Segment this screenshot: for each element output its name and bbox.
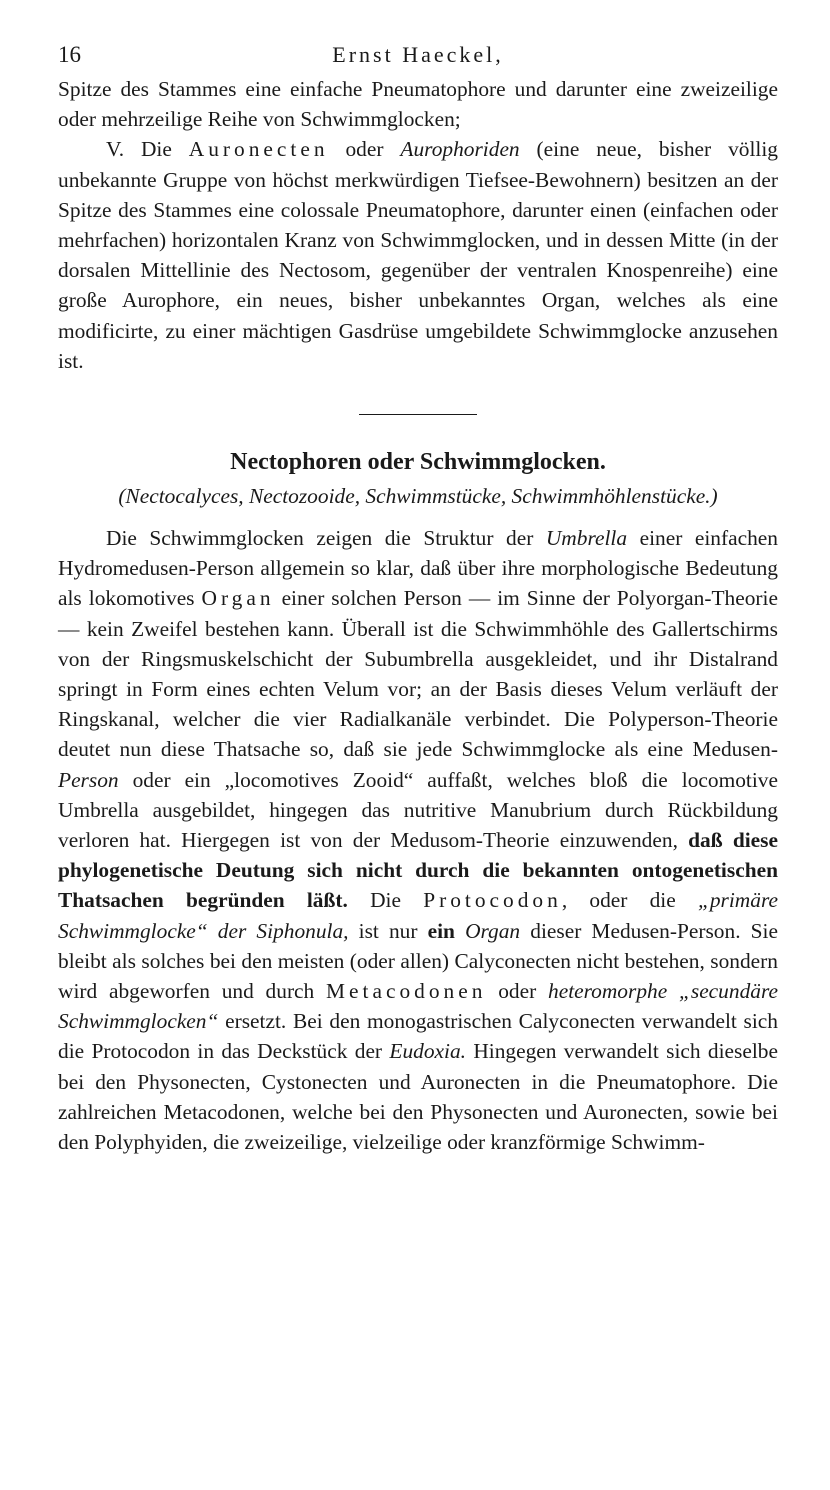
spaced-term: Protocodon	[423, 888, 562, 913]
italic-term: Organ	[465, 918, 521, 943]
text-run: dieser Medusen-Person. Sie bleibt als solches bei den meisten (oder allen) Calyconecten nicht bestehen, sondern wird abgeworfen und durch	[58, 918, 778, 1004]
page-number: 16	[58, 42, 81, 67]
text-run: einer einfachen Hydromedusen-Person allgemein so klar, daß über ihre morphologische Bedeutung als lokomotives	[58, 526, 778, 611]
main-text	[58, 74, 778, 1157]
text-run: (eine neue, bisher völlig unbekannte Gruppe von höchst merkwürdigen Tiefsee-Bewohnern) besitzen an der Spitze des Stammes eine colossale Pneumatophore, darunter einen (einfachen oder mehrfachen) horizontalen Kranz von Schwimmglocken, und in dessen Mitte (in der dorsalen Mittellinie des Nectosom, gegenüber der ventralen Knospenreihe) eine große Aurophore, ein neues, bisher unbekanntes Organ, welches als eine modificirte, zu einer mächtigen Gasdrüse umgebildete Schwimmglocke anzusehen ist.	[58, 137, 778, 373]
spaced-term: Organ	[201, 586, 275, 611]
text-run: oder	[328, 137, 401, 162]
text-run: ist nur	[348, 918, 428, 943]
spaced-term: Metacodonen	[326, 979, 487, 1004]
italic-term: Umbrella	[545, 526, 628, 551]
page-header	[58, 38, 778, 74]
paragraph-schwimmglocken	[58, 523, 778, 1157]
text-run: , oder die	[561, 888, 698, 913]
italic-term: Eudoxia.	[389, 1039, 467, 1064]
spaced-term: Auronecten	[188, 137, 329, 162]
section-title: Nectophoren oder Schwimmglocken.	[230, 449, 606, 476]
running-head: Ernst Haeckel,	[332, 42, 504, 67]
italic-term: „primäre Schwimmglocke“ der Siphonula,	[58, 888, 778, 943]
text-run	[455, 919, 465, 943]
section-subtitle: (Nectocalyces, Nectozooide, Schwimmstücke, Schwimmhöhlenstücke.)	[118, 484, 718, 509]
text-run: Hingegen verwandelt sich dieselbe bei den Physonecten, Cystonecten und Auronecten in die Pneumatophore. Die zahlreichen Metacodonen, welche bei den Physonecten und Auronecten, sowie bei den Polyphyiden, die zweizeilige, vielzeilige oder kranzförmige Schwimm-	[58, 1039, 778, 1155]
text-run: oder ein „locomotives Zooid“ auffaßt, welches bloß die locomotive Umbrella ausgebildet, hingegen das nutritive Manubrium durch Rückbildung verloren hat. Hiergegen ist von der Medusom-Theorie einzuwenden,	[58, 767, 778, 853]
italic-term: Aurophoriden	[400, 137, 520, 162]
text-run: oder	[486, 979, 548, 1004]
text-run: V. Die	[106, 137, 189, 162]
text-run: Die	[347, 888, 424, 913]
text-run: ersetzt. Bei den monogastrischen Calyconecten verwandelt sich die Protocodon in das Deckstück der	[58, 1009, 778, 1064]
italic-term: Person	[58, 767, 119, 792]
italic-term: heteromorphe „secundäre Schwimmglocken“	[58, 979, 778, 1034]
section-divider	[359, 414, 477, 415]
bold-phrase: ein	[427, 918, 455, 943]
text-run: einer solchen Person — im Sinne der Polyorgan-Theorie — kein Zweifel bestehen kann. Überall ist die Schwimmhöhle des Gallertschirms von der Ringsmuskelschicht der Subumbrella ausgekleidet, und ihr Distalrand springt in Form eines echten Velum vor; an der Basis dieses Velum verläuft der Ringskanal, welcher die vier Radialkanäle verbindet. Die Polyperson-Theorie deutet nun diese Thatsache so, daß sie jede Schwimmglocke als eine Medusen-	[58, 586, 778, 762]
book-page	[58, 38, 778, 1157]
paragraph-continued	[58, 74, 778, 134]
text-run: Spitze des Stammes eine einfache Pneumatophore und darunter eine zweizeilige oder mehrzeilige Reihe von Schwimmglocken;	[58, 77, 778, 132]
text-run: Die Schwimmglocken zeigen die Struktur der	[106, 526, 546, 551]
bold-phrase: daß diese phylogenetische Deutung sich nicht durch die bekannten ontogenetischen Thatsachen begründen läßt.	[58, 828, 778, 913]
paragraph-auronecten	[58, 134, 778, 376]
